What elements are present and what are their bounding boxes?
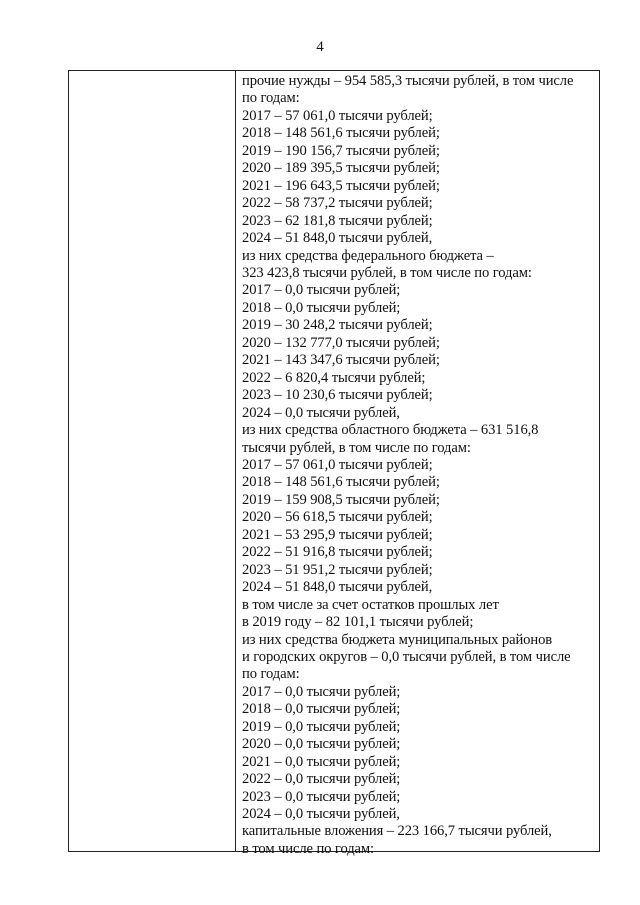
text-line: 2022 – 51 916,8 тысячи рублей; xyxy=(242,544,433,561)
text-line: 2017 – 0,0 тысячи рублей; xyxy=(242,282,401,299)
text-line: 2018 – 148 561,6 тысячи рублей; xyxy=(242,125,440,142)
text-line: 2021 – 196 643,5 тысячи рублей; xyxy=(242,177,440,194)
text-line: тысячи рублей, в том числе по годам: xyxy=(242,439,471,456)
text-line: 2021 – 0,0 тысячи рублей; xyxy=(242,753,401,770)
text-line: 2021 – 53 295,9 тысячи рублей; xyxy=(242,526,433,543)
text-line: 2023 – 10 230,6 тысячи рублей; xyxy=(242,387,433,404)
text-line: 2021 – 143 347,6 тысячи рублей; xyxy=(242,352,440,369)
text-line: 2023 – 62 181,8 тысячи рублей; xyxy=(242,212,433,229)
text-line: по годам: xyxy=(242,666,300,683)
text-line: и городских округов – 0,0 тысячи рублей, в том числе xyxy=(242,648,571,665)
text-line: 2019 – 30 248,2 тысячи рублей; xyxy=(242,317,433,334)
text-line: 2020 – 132 777,0 тысячи рублей; xyxy=(242,334,440,351)
text-line: 2024 – 0,0 тысячи рублей, xyxy=(242,404,400,421)
text-line: в том числе за счет остатков прошлых лет xyxy=(242,596,499,613)
text-line: 2018 – 0,0 тысячи рублей; xyxy=(242,701,401,718)
text-line: 2017 – 57 061,0 тысячи рублей; xyxy=(242,107,433,124)
text-line: 2019 – 0,0 тысячи рублей; xyxy=(242,718,401,735)
text-line: 2023 – 0,0 тысячи рублей; xyxy=(242,788,401,805)
text-line: 2024 – 0,0 тысячи рублей, xyxy=(242,806,400,823)
text-line: из них средства федерального бюджета – xyxy=(242,247,494,264)
text-line: 2020 – 189 395,5 тысячи рублей; xyxy=(242,160,440,177)
text-line: по годам: xyxy=(242,90,300,107)
text-line: 2022 – 6 820,4 тысячи рублей; xyxy=(242,369,426,386)
text-line: 2024 – 51 848,0 тысячи рублей, xyxy=(242,230,433,247)
text-line: 2023 – 51 951,2 тысячи рублей; xyxy=(242,561,433,578)
text-line: 2017 – 0,0 тысячи рублей; xyxy=(242,683,401,700)
text-line: 323 423,8 тысячи рублей, в том числе по годам: xyxy=(242,264,532,281)
text-line: прочие нужды – 954 585,3 тысячи рублей, в том числе xyxy=(242,73,574,89)
text-line: 2018 – 148 561,6 тысячи рублей; xyxy=(242,474,440,491)
text-line: в том числе по годам: xyxy=(242,840,375,857)
text-line: из них средства областного бюджета – 631 516,8 xyxy=(242,422,539,439)
text-line: в 2019 году – 82 101,1 тысячи рублей; xyxy=(242,614,474,631)
text-line: 2019 – 159 908,5 тысячи рублей; xyxy=(242,491,440,508)
text-line: 2019 – 190 156,7 тысячи рублей; xyxy=(242,142,440,159)
table-right-cell xyxy=(237,73,599,857)
text-line: 2022 – 0,0 тысячи рублей; xyxy=(242,771,401,788)
text-line: 2020 – 56 618,5 тысячи рублей; xyxy=(242,509,433,526)
text-line: 2020 – 0,0 тысячи рублей; xyxy=(242,736,401,753)
text-line: 2024 – 51 848,0 тысячи рублей, xyxy=(242,579,433,596)
text-line: 2017 – 57 061,0 тысячи рублей; xyxy=(242,456,433,473)
text-line: из них средства бюджета муниципальных районов xyxy=(242,631,553,648)
table-left-cell xyxy=(69,71,236,851)
page-number: 4 xyxy=(316,39,324,55)
document-table xyxy=(68,70,600,857)
text-line: 2022 – 58 737,2 тысячи рублей; xyxy=(242,195,433,212)
text-line: капитальные вложения – 223 166,7 тысячи рублей, xyxy=(242,823,552,840)
text-line: 2018 – 0,0 тысячи рублей; xyxy=(242,299,401,316)
